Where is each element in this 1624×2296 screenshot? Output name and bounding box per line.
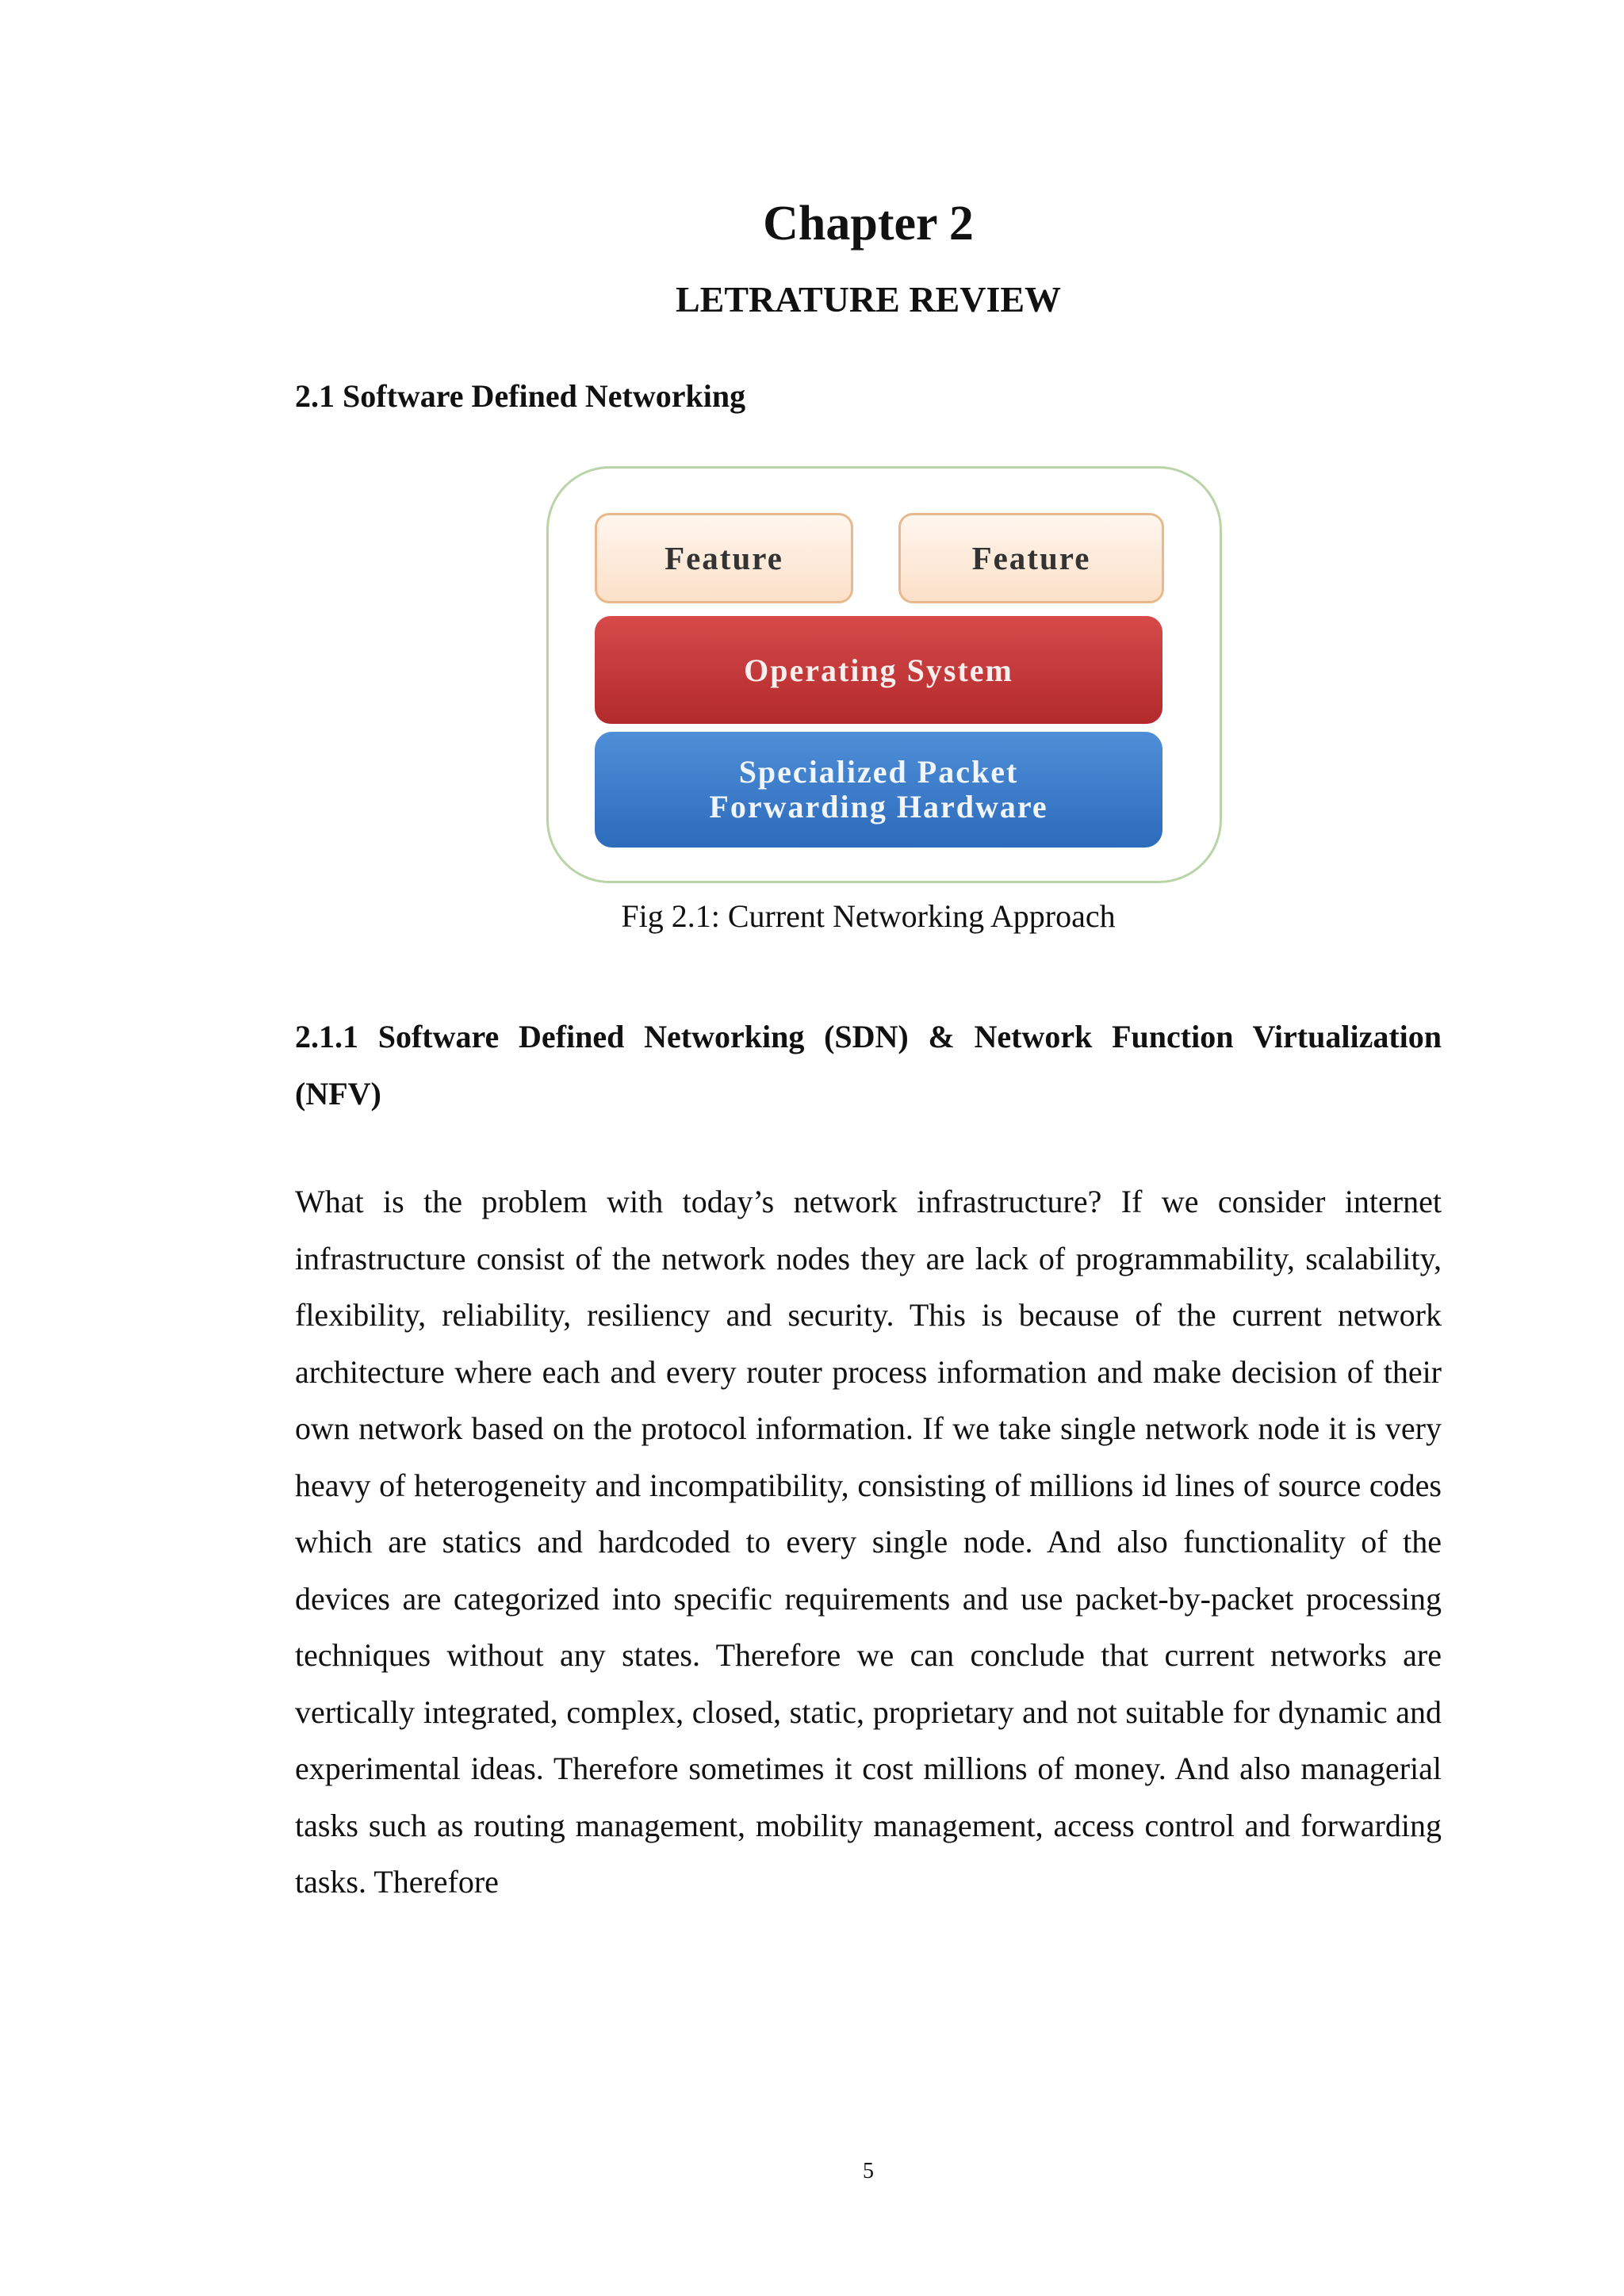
figure-frame	[546, 466, 1222, 883]
figure-caption: Fig 2.1: Current Networking Approach	[621, 898, 1116, 934]
hardware-label-line-2: Forwarding Hardware	[709, 789, 1048, 825]
body-paragraph: What is the problem with today’s network infrastructure? If we consider internet infrastructure consist of the network nodes they are lack of programmability, scalability, flexibility, reliability, resiliency and security. This is because of the current network architecture where each and every router process information and make decision of their own network based on the protocol information. If we take single network node it is very heavy of heterogeneity and incompatibility, consisting of millions id lines of source codes which are statics and hardcoded to every single node. And also functionality of the devices are categorized into specific requirements and use packet-by-packet processing techniques without any states. Therefore we can conclude that current networks are vertically integrated, complex, closed, static, proprietary and not suitable for dynamic and experimental ideas. Therefore sometimes it cost millions of money. And also managerial tasks such as routing management, mobility management, access control and forwarding tasks. Therefore	[295, 1184, 1442, 1900]
operating-system-box: Operating System	[595, 616, 1162, 724]
figure-current-networking	[546, 466, 1220, 882]
page-number: 5	[863, 2159, 874, 2183]
subsection-heading: 2.1.1 Software Defined Networking (SDN) & Network Function Virtualization (NFV)	[295, 1019, 1442, 1112]
hardware-box	[595, 732, 1162, 848]
chapter-subtitle: LETRATURE REVIEW	[675, 279, 1062, 320]
feature-box-left: Feature	[595, 513, 853, 603]
feature-box-right: Feature	[898, 513, 1164, 603]
section-heading: 2.1 Software Defined Networking	[295, 378, 746, 414]
chapter-title: Chapter 2	[763, 197, 974, 251]
hardware-label-line-1: Specialized Packet	[738, 754, 1019, 790]
